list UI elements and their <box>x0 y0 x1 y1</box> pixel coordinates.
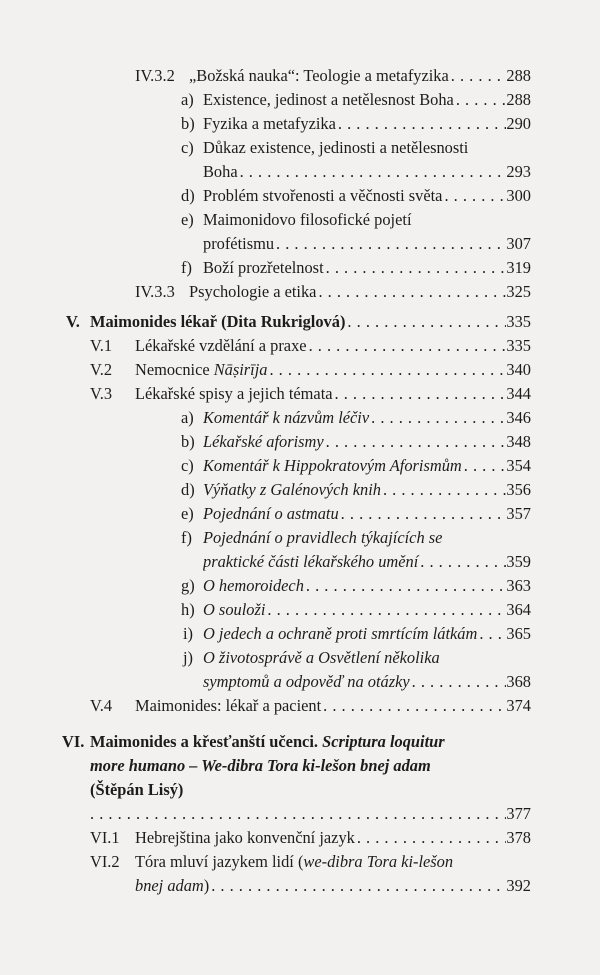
toc-row <box>0 574 600 598</box>
entry-title: Maimonidovo filosofické pojetí <box>203 210 412 229</box>
toc-row <box>0 478 600 502</box>
entry-page: 354 <box>506 456 531 475</box>
toc-row <box>0 88 600 112</box>
entry-page: 356 <box>506 480 531 499</box>
toc-entry <box>203 88 531 112</box>
leader-dots <box>345 310 506 334</box>
entry-title: Důkaz existence, jedinosti a netělesnosti <box>203 138 469 157</box>
entry-letter: j) <box>183 648 194 667</box>
toc-row <box>0 802 600 826</box>
toc-entry <box>189 64 531 88</box>
entry-page: 364 <box>506 600 531 619</box>
entry-page: 307 <box>506 234 531 253</box>
entry-title: Pojednání o pravidlech týkajících se <box>203 528 443 547</box>
entry-page: 300 <box>506 186 531 205</box>
toc-entry <box>135 358 531 382</box>
entry-letter: g) <box>181 576 195 595</box>
entry-title-continued <box>135 874 209 898</box>
toc-row <box>0 382 600 406</box>
toc-row <box>0 64 600 88</box>
toc-entry <box>203 598 531 622</box>
toc-entry <box>189 280 531 304</box>
leader-dots <box>454 88 507 112</box>
toc-row <box>0 598 600 622</box>
toc-row <box>0 874 600 898</box>
entry-page: 357 <box>506 504 531 523</box>
entry-title: Lékařské vzdělání a praxe <box>135 336 307 355</box>
entry-letter: e) <box>181 210 194 229</box>
entry-title-continued: Boha <box>203 162 238 181</box>
toc-row <box>0 208 600 232</box>
leader-dots <box>316 280 506 304</box>
entry-letter: c) <box>181 138 194 157</box>
leader-dots <box>90 802 506 826</box>
leader-dots <box>336 112 507 136</box>
toc-row <box>0 670 600 694</box>
entry-title-plain: Tóra mluví jazykem lidí ( <box>135 852 304 871</box>
entry-title: Psychologie a etika <box>189 282 317 301</box>
entry-letter: c) <box>181 456 194 475</box>
leader-dots <box>442 184 506 208</box>
entry-page: 377 <box>506 804 531 823</box>
entry-page: 340 <box>506 360 531 379</box>
entry-page: 319 <box>506 258 531 277</box>
toc-row <box>0 112 600 136</box>
entry-letter: b) <box>181 114 195 133</box>
toc-entry <box>203 112 531 136</box>
entry-page: 359 <box>506 552 531 571</box>
toc-row <box>0 622 600 646</box>
toc-row <box>0 358 600 382</box>
entry-number: VI.2 <box>90 852 120 871</box>
entry-page: 325 <box>506 282 531 301</box>
toc-entry <box>135 382 531 406</box>
entry-page: 288 <box>506 66 531 85</box>
entry-title: O hemoroidech <box>203 576 304 595</box>
toc-row <box>0 184 600 208</box>
leader-dots <box>339 502 507 526</box>
entry-page: 293 <box>506 162 531 181</box>
leader-dots <box>267 358 506 382</box>
toc-entry <box>90 310 531 334</box>
entry-number: VI.1 <box>90 828 120 847</box>
entry-title: Problém stvořenosti a věčnosti světa <box>203 186 443 205</box>
entry-title-continued: praktické části lékařského umění <box>203 552 419 571</box>
toc-row <box>0 550 600 574</box>
entry-title-italic: Nāṣirīja <box>213 360 268 379</box>
toc-row <box>0 232 600 256</box>
toc-entry <box>203 622 531 646</box>
toc-row <box>0 850 600 874</box>
toc-entry <box>135 334 531 358</box>
leader-dots <box>324 430 507 454</box>
entry-title: O souloži <box>203 600 266 619</box>
entry-page: 368 <box>506 672 531 691</box>
entry-letter: f) <box>181 258 192 277</box>
entry-title <box>135 850 453 874</box>
part-label: VI. <box>62 732 85 751</box>
toc-row <box>0 526 600 550</box>
leader-dots <box>369 406 506 430</box>
leader-dots <box>321 694 506 718</box>
entry-title: Lékařské aforismy <box>203 432 324 451</box>
toc-row <box>0 136 600 160</box>
entry-page: 335 <box>506 312 531 331</box>
entry-title: „Božská nauka“: Teologie a metafyzika <box>189 66 449 85</box>
part-title-line-1 <box>90 730 445 754</box>
entry-title <box>135 358 267 382</box>
entry-title: O životosprávě a Osvětlení několika <box>203 648 440 667</box>
toc-entry <box>203 160 531 184</box>
entry-number: V.4 <box>90 696 113 715</box>
leader-dots <box>381 478 506 502</box>
toc-entry <box>203 502 531 526</box>
toc-entry <box>203 454 531 478</box>
leader-dots <box>462 454 507 478</box>
entry-page: 378 <box>506 828 531 847</box>
leader-dots <box>265 598 506 622</box>
toc-row <box>0 430 600 454</box>
leader-dots <box>355 826 507 850</box>
entry-title-plain: ) <box>203 876 210 895</box>
entry-page: 290 <box>506 114 531 133</box>
entry-letter: a) <box>181 90 194 109</box>
part-label: V. <box>66 312 80 331</box>
entry-title: Pojednání o astmatu <box>203 504 339 523</box>
toc-entry <box>203 406 531 430</box>
entry-number: IV.3.3 <box>135 282 175 301</box>
entry-page: 346 <box>506 408 531 427</box>
leader-dots <box>307 334 507 358</box>
entry-letter: d) <box>181 186 195 205</box>
entry-letter: d) <box>181 480 195 499</box>
entry-title-continued: symptomů a odpověď na otázky <box>203 672 410 691</box>
part-title-line-2: more humano – We-dibra Tora ki-lešon bnej adam <box>90 756 431 775</box>
leader-dots <box>274 232 506 256</box>
leader-dots <box>418 550 506 574</box>
toc-entry <box>203 574 531 598</box>
entry-letter: f) <box>181 528 192 547</box>
entry-number: V.3 <box>90 384 113 403</box>
toc-row <box>0 310 600 334</box>
entry-page: 374 <box>506 696 531 715</box>
toc-row <box>0 502 600 526</box>
toc-entry <box>90 802 531 826</box>
entry-number: V.2 <box>90 360 113 379</box>
entry-title: Fyzika a metafyzika <box>203 114 336 133</box>
part-title-bold-italic: Scriptura loquitur <box>322 732 445 751</box>
entry-title: O jedech a ochraně proti smrtícím látkám <box>203 624 478 643</box>
toc-row <box>0 730 600 754</box>
entry-page: 348 <box>506 432 531 451</box>
toc-entry <box>203 184 531 208</box>
entry-number: V.1 <box>90 336 113 355</box>
part-title-bold: Maimonides a křesťanští učenci. <box>90 732 323 751</box>
entry-title-italic: bnej adam <box>135 876 204 895</box>
entry-page: 344 <box>506 384 531 403</box>
entry-title: Existence, jedinost a netělesnost Boha <box>203 90 454 109</box>
toc-row <box>0 826 600 850</box>
entry-title: Komentář k Hippokratovým Aforismům <box>203 456 462 475</box>
entry-title: Lékařské spisy a jejich témata <box>135 384 333 403</box>
toc-entry <box>135 694 531 718</box>
entry-title-plain: Nemocnice <box>135 360 214 379</box>
leader-dots <box>333 382 507 406</box>
leader-dots <box>238 160 507 184</box>
entry-title: Boží prozřetelnost <box>203 258 324 277</box>
toc-row <box>0 334 600 358</box>
leader-dots <box>449 64 507 88</box>
toc-row <box>0 454 600 478</box>
leader-dots <box>410 670 507 694</box>
toc-entry <box>203 430 531 454</box>
entry-letter: h) <box>181 600 195 619</box>
toc-row <box>0 160 600 184</box>
toc-entry <box>135 874 531 898</box>
entry-number: IV.3.2 <box>135 66 175 85</box>
entry-letter: e) <box>181 504 194 523</box>
leader-dots <box>477 622 506 646</box>
part-title-line-3: (Štěpán Lisý) <box>90 780 184 799</box>
entry-title: Hebrejština jako konvenční jazyk <box>135 828 355 847</box>
entry-page: 363 <box>506 576 531 595</box>
toc-row <box>0 754 600 778</box>
toc-row <box>0 694 600 718</box>
toc-row <box>0 778 600 802</box>
entry-title-italic: we-dibra Tora ki-lešon <box>303 852 454 871</box>
entry-title-continued: profétismu <box>203 234 275 253</box>
leader-dots <box>304 574 507 598</box>
toc-row <box>0 280 600 304</box>
part-title: Maimonides lékař (Dita Rukriglová) <box>90 312 346 331</box>
toc-row <box>0 406 600 430</box>
entry-title: Komentář k názvům léčiv <box>203 408 370 427</box>
entry-letter: b) <box>181 432 195 451</box>
entry-title: Maimonides: lékař a pacient <box>135 696 322 715</box>
leader-dots <box>209 874 506 898</box>
toc-entry <box>203 478 531 502</box>
entry-page: 335 <box>506 336 531 355</box>
toc-entry <box>203 550 531 574</box>
entry-letter: i) <box>183 624 194 643</box>
toc-entry <box>203 232 531 256</box>
toc-entry <box>135 826 531 850</box>
entry-page: 288 <box>506 90 531 109</box>
toc-row <box>0 646 600 670</box>
entry-page: 365 <box>506 624 531 643</box>
entry-letter: a) <box>181 408 194 427</box>
entry-title: Výňatky z Galénových knih <box>203 480 381 499</box>
entry-page: 392 <box>506 876 531 895</box>
toc-entry <box>203 670 531 694</box>
